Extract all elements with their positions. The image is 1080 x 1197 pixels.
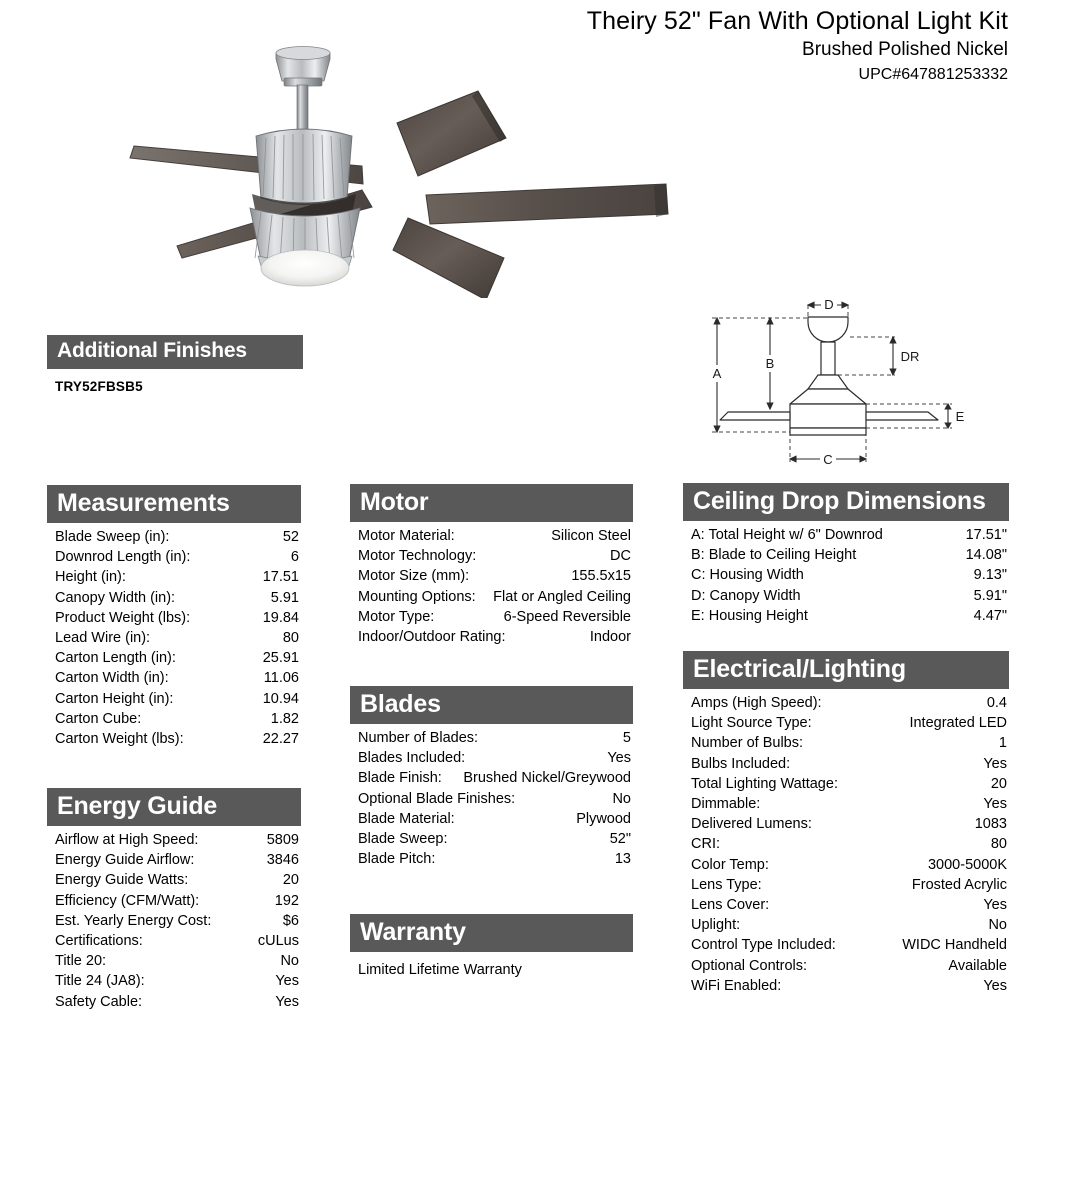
table-row xyxy=(350,728,633,748)
section-heading-energy-guide: Energy Guide xyxy=(47,788,301,826)
table-row xyxy=(683,733,1009,753)
table-row xyxy=(683,713,1009,733)
row-label: Mounting Options: xyxy=(358,588,476,605)
motor-rows xyxy=(350,522,633,647)
table-row xyxy=(47,648,301,668)
row-label: Total Lighting Wattage: xyxy=(691,775,838,792)
row-label: Delivered Lumens: xyxy=(691,816,812,833)
table-row xyxy=(47,628,301,648)
row-label: Est. Yearly Energy Cost: xyxy=(55,912,212,929)
row-label: Motor Technology: xyxy=(358,548,477,565)
row-label: Energy Guide Airflow: xyxy=(55,852,195,869)
row-label: Lens Type: xyxy=(691,876,762,893)
row-value: 192 xyxy=(274,892,299,909)
row-value: 22.27 xyxy=(262,731,299,748)
row-value: 5.91 xyxy=(270,589,299,606)
row-value: DC xyxy=(610,548,631,565)
table-row xyxy=(350,546,633,566)
row-value: 3000-5000K xyxy=(927,856,1007,873)
table-row xyxy=(683,915,1009,935)
table-row xyxy=(683,794,1009,814)
row-label: Carton Height (in): xyxy=(55,690,174,707)
row-value: 0.4 xyxy=(986,695,1007,711)
table-row xyxy=(47,567,301,587)
row-value: 13 xyxy=(614,851,631,868)
row-value: 6 xyxy=(290,549,299,566)
row-value: Brushed Nickel/Greywood xyxy=(463,770,631,787)
row-value: No xyxy=(280,953,299,970)
table-row xyxy=(350,607,633,627)
diagram-motor-top xyxy=(790,389,866,404)
row-value: 19.84 xyxy=(262,609,299,626)
row-value: Yes xyxy=(983,897,1007,914)
section-heading-ceiling-drop: Ceiling Drop Dimensions xyxy=(683,483,1009,521)
diagram-label-c: C xyxy=(823,452,833,467)
row-label: WiFi Enabled: xyxy=(691,977,782,994)
table-row xyxy=(47,971,301,991)
diagram-label-e: E xyxy=(955,409,965,424)
table-row xyxy=(683,606,1009,626)
row-value: 52" xyxy=(609,831,631,848)
row-label: Downrod Length (in): xyxy=(55,549,191,566)
row-value: 5809 xyxy=(266,832,299,848)
row-value: WIDC Handheld xyxy=(902,937,1007,954)
section-heading-motor: Motor xyxy=(350,484,633,522)
section-additional-finishes xyxy=(47,335,303,394)
table-row xyxy=(47,608,301,628)
diagram-housing xyxy=(790,404,866,428)
row-label: C: Housing Width xyxy=(691,567,804,584)
electrical-rows xyxy=(683,689,1009,996)
row-label: Light Source Type: xyxy=(691,715,812,732)
ceiling-fan-photo xyxy=(100,18,760,298)
row-value: 80 xyxy=(282,630,299,647)
row-value: 25.91 xyxy=(262,650,299,667)
fan-motor-housing-upper xyxy=(256,129,352,205)
table-row xyxy=(683,754,1009,774)
row-value: 6-Speed Reversible xyxy=(503,608,631,625)
table-row xyxy=(683,976,1009,996)
table-row xyxy=(683,834,1009,854)
row-value: No xyxy=(988,917,1007,934)
section-motor xyxy=(350,484,633,647)
table-row xyxy=(683,956,1009,976)
table-row xyxy=(47,891,301,911)
table-row xyxy=(683,774,1009,794)
row-label: Carton Width (in): xyxy=(55,670,169,687)
table-row xyxy=(350,789,633,809)
row-value: 5.91" xyxy=(973,587,1007,604)
table-row xyxy=(47,588,301,608)
row-label: A: Total Height w/ 6" Downrod xyxy=(691,527,883,543)
table-row xyxy=(683,935,1009,955)
table-row xyxy=(350,829,633,849)
row-label: Number of Blades: xyxy=(358,730,479,746)
row-label: Indoor/Outdoor Rating: xyxy=(358,629,506,646)
row-label: Blade Sweep: xyxy=(358,831,448,848)
section-energy-guide xyxy=(47,788,301,1012)
row-value: Available xyxy=(948,957,1007,974)
section-measurements xyxy=(47,485,301,749)
row-value: $6 xyxy=(282,912,299,929)
row-label: Motor Material: xyxy=(358,528,455,544)
fan-canopy xyxy=(276,47,330,87)
row-value: 155.5x15 xyxy=(571,568,631,585)
diagram-canopy xyxy=(808,317,848,342)
row-value: 10.94 xyxy=(262,690,299,707)
table-row xyxy=(47,668,301,688)
table-row xyxy=(683,895,1009,915)
warranty-text: Limited Lifetime Warranty xyxy=(358,962,522,978)
row-value: 17.51 xyxy=(262,569,299,586)
diagram-label-a: A xyxy=(712,366,722,381)
row-label: Amps (High Speed): xyxy=(691,695,822,711)
diagram-label-b: B xyxy=(765,356,775,371)
row-value: 9.13" xyxy=(973,567,1007,584)
fan-blade-upper-right xyxy=(397,91,506,176)
table-row xyxy=(350,748,633,768)
row-label: Safety Cable: xyxy=(55,993,143,1010)
row-value: 52 xyxy=(282,529,299,545)
row-value: Silicon Steel xyxy=(551,528,631,544)
table-row xyxy=(47,689,301,709)
row-label: Carton Length (in): xyxy=(55,650,176,667)
row-label: Blade Finish: xyxy=(358,770,442,787)
row-value: 5 xyxy=(622,730,631,746)
table-row xyxy=(683,875,1009,895)
row-value: 3846 xyxy=(266,852,299,869)
section-heading-additional-finishes: Additional Finishes xyxy=(47,335,303,369)
row-value: Indoor xyxy=(589,629,631,646)
row-label: CRI: xyxy=(691,836,720,853)
section-blades xyxy=(350,686,633,869)
row-label: Bulbs Included: xyxy=(691,755,791,772)
table-row xyxy=(47,992,301,1012)
row-label: Certifications: xyxy=(55,933,143,950)
row-label: Blade Material: xyxy=(358,810,455,827)
diagram-label-dr: DR xyxy=(900,349,920,364)
row-value: Flat or Angled Ceiling xyxy=(493,588,631,605)
row-value: 14.08" xyxy=(965,547,1007,564)
row-value: 80 xyxy=(990,836,1007,853)
row-value: 20 xyxy=(282,872,299,889)
table-row xyxy=(47,729,301,749)
row-label: Title 20: xyxy=(55,953,107,970)
row-value: Yes xyxy=(983,977,1007,994)
row-label: Color Temp: xyxy=(691,856,769,873)
section-ceiling-drop-dimensions xyxy=(683,483,1009,626)
table-row xyxy=(47,850,301,870)
table-row xyxy=(683,525,1009,545)
row-value: Plywood xyxy=(576,810,631,827)
diagram-light xyxy=(790,428,866,435)
table-row xyxy=(350,768,633,788)
row-label: Lead Wire (in): xyxy=(55,630,151,647)
table-row xyxy=(47,951,301,971)
fan-downrod xyxy=(297,85,308,133)
row-label: Optional Controls: xyxy=(691,957,808,974)
row-value: Yes xyxy=(607,750,631,767)
table-row xyxy=(350,566,633,586)
row-label: Energy Guide Watts: xyxy=(55,872,189,889)
table-row xyxy=(350,627,633,647)
row-label: Height (in): xyxy=(55,569,126,586)
section-heading-blades: Blades xyxy=(350,686,633,724)
row-label: Number of Bulbs: xyxy=(691,735,804,752)
table-row xyxy=(47,547,301,567)
table-row xyxy=(683,693,1009,713)
blades-rows xyxy=(350,724,633,869)
row-value: Integrated LED xyxy=(909,715,1007,732)
row-value: Frosted Acrylic xyxy=(911,876,1007,893)
table-row xyxy=(683,545,1009,565)
fan-blade-lower-right xyxy=(393,218,504,298)
row-label: Dimmable: xyxy=(691,796,761,813)
row-label: Blades Included: xyxy=(358,750,466,767)
table-row xyxy=(683,565,1009,585)
table-row xyxy=(47,911,301,931)
row-label: Carton Weight (lbs): xyxy=(55,731,184,748)
section-heading-electrical: Electrical/Lighting xyxy=(683,651,1009,689)
row-value: Yes xyxy=(983,796,1007,813)
table-row xyxy=(47,830,301,850)
fan-blade-right xyxy=(426,184,668,224)
row-label: Motor Size (mm): xyxy=(358,568,470,585)
row-value: 11.06 xyxy=(263,670,299,687)
row-value: cULus xyxy=(257,933,299,950)
row-value: 17.51" xyxy=(965,527,1007,543)
ceiling-drop-rows xyxy=(683,521,1009,626)
row-value: 1083 xyxy=(974,816,1007,833)
row-label: Efficiency (CFM/Watt): xyxy=(55,892,200,909)
row-value: Yes xyxy=(983,755,1007,772)
row-value: 1.82 xyxy=(270,710,299,727)
table-row xyxy=(47,527,301,547)
row-value: 4.47" xyxy=(973,607,1007,624)
row-label: Optional Blade Finishes: xyxy=(358,790,516,807)
page-title: Theiry 52" Fan With Optional Light Kit xyxy=(586,7,1008,35)
table-row xyxy=(47,870,301,890)
row-value: 1 xyxy=(998,735,1007,752)
table-row xyxy=(683,814,1009,834)
table-row xyxy=(47,709,301,729)
section-heading-measurements: Measurements xyxy=(47,485,301,523)
row-label: Title 24 (JA8): xyxy=(55,973,145,990)
diagram-blade-left xyxy=(720,412,790,420)
energy-guide-rows xyxy=(47,826,301,1012)
row-value: 20 xyxy=(990,775,1007,792)
product-upc: UPC#647881253332 xyxy=(858,66,1008,83)
row-label: Blade Sweep (in): xyxy=(55,529,170,545)
row-label: B: Blade to Ceiling Height xyxy=(691,547,857,564)
diagram-downrod xyxy=(821,342,835,375)
table-row xyxy=(350,587,633,607)
row-value: Yes xyxy=(275,993,299,1010)
row-label: Canopy Width (in): xyxy=(55,589,176,606)
row-label: Carton Cube: xyxy=(55,710,142,727)
table-row xyxy=(683,855,1009,875)
product-finish-subtitle: Brushed Polished Nickel xyxy=(802,39,1008,60)
section-warranty xyxy=(350,914,633,980)
table-row xyxy=(350,526,633,546)
row-label: E: Housing Height xyxy=(691,607,808,624)
section-heading-warranty: Warranty xyxy=(350,914,633,952)
row-value: Yes xyxy=(275,973,299,990)
row-label: Lens Cover: xyxy=(691,897,770,914)
row-label: Product Weight (lbs): xyxy=(55,609,191,626)
ceiling-drop-diagram xyxy=(690,287,982,477)
measurements-rows xyxy=(47,523,301,749)
row-value: No xyxy=(612,790,631,807)
row-label: Control Type Included: xyxy=(691,937,836,954)
row-label: Airflow at High Speed: xyxy=(55,832,199,848)
finish-code-item: TRY52FBSB5 xyxy=(55,379,143,394)
row-label: Blade Pitch: xyxy=(358,851,436,868)
table-row xyxy=(350,809,633,829)
table-row xyxy=(683,586,1009,606)
table-row xyxy=(350,849,633,869)
diagram-blade-right xyxy=(866,412,938,420)
row-label: Motor Type: xyxy=(358,608,435,625)
row-label: D: Canopy Width xyxy=(691,587,801,604)
diagram-mount xyxy=(808,375,848,389)
diagram-label-d: D xyxy=(824,297,834,312)
row-label: Uplight: xyxy=(691,917,741,934)
table-row xyxy=(47,931,301,951)
section-electrical-lighting xyxy=(683,651,1009,996)
